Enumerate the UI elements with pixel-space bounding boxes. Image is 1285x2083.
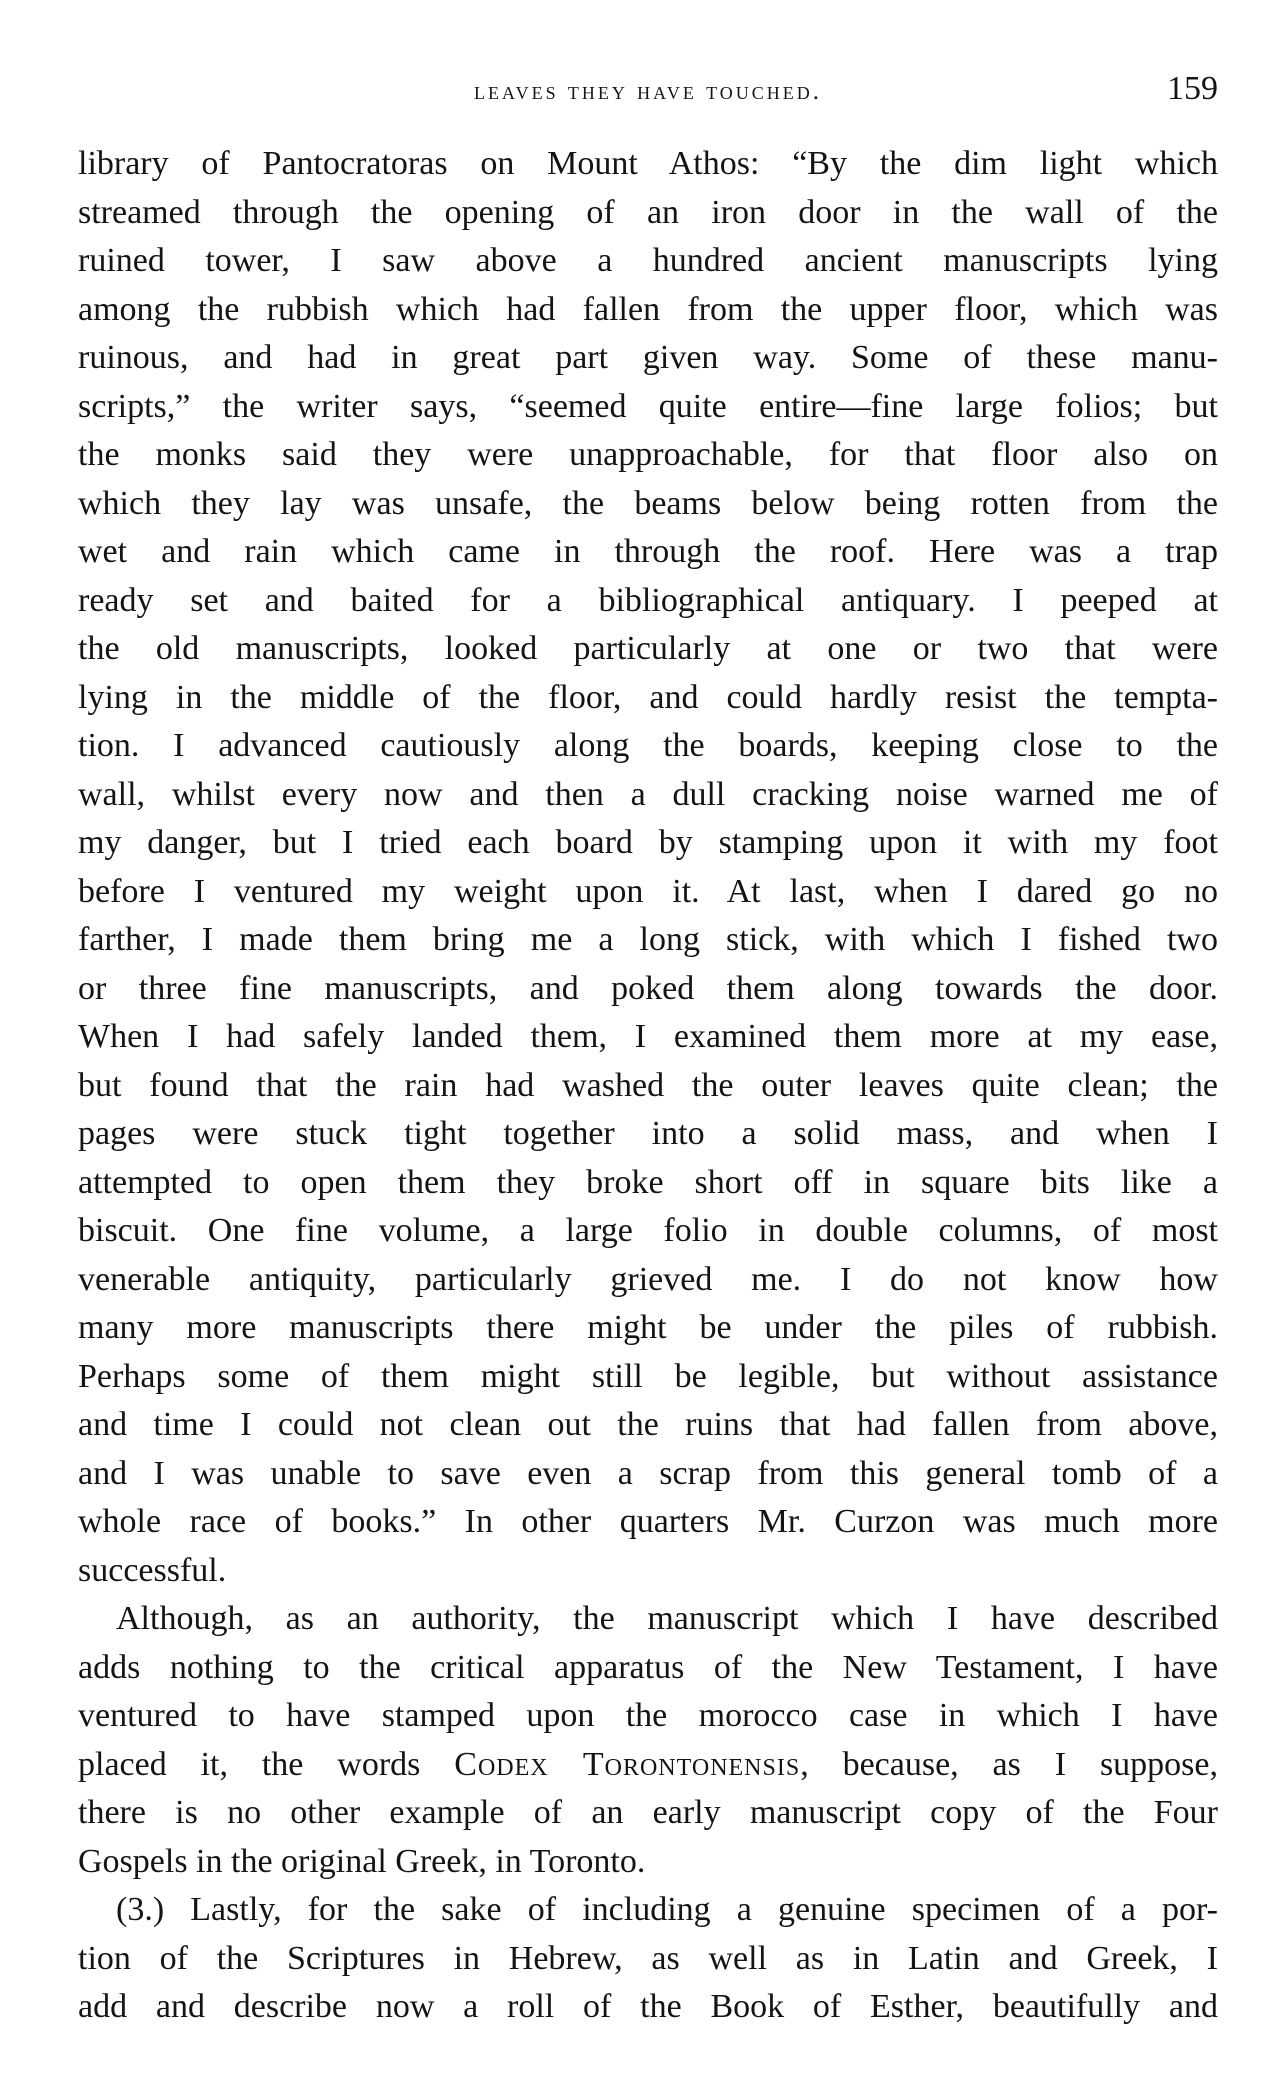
text-line: library of Pantocratoras on Mount Athos: “By the dim light which xyxy=(78,145,1218,182)
codex-title-smallcaps: Codex Torontonensis xyxy=(454,1745,801,1783)
text-line: When I had safely landed them, I examined them more at my ease, xyxy=(78,1018,1218,1055)
text-line: ruined tower, I saw above a hundred ancient manuscripts lying xyxy=(78,242,1218,279)
text-line: but found that the rain had washed the outer leaves quite clean; the xyxy=(78,1066,1218,1104)
page-number: 159 xyxy=(1167,70,1218,107)
text-line: whole race of books.” In other quarters Mr. Curzon was much more xyxy=(78,1503,1218,1540)
text-line: streamed through the opening of an iron door in the wall of the xyxy=(78,193,1218,231)
text-line: the monks said they were unapproachable, for that floor also on xyxy=(78,436,1218,473)
text-line: scripts,” the writer says, “seemed quite entire—fine large folios; but xyxy=(78,387,1218,425)
text-line: pages were stuck tight together into a solid mass, and when I xyxy=(78,1115,1218,1152)
text-line: ventured to have stamped upon the morocco case in which I have xyxy=(78,1697,1218,1734)
text-line: add and describe now a roll of the Book of Esther, beautifully and xyxy=(78,1988,1218,2025)
text-line: lying in the middle of the floor, and could hardly resist the tempta- xyxy=(78,678,1218,716)
text-line: wet and rain which came in through the roof. Here was a trap xyxy=(78,533,1218,570)
paragraph-end-line: Gospels in the original Greek, in Toronto. xyxy=(78,1842,646,1880)
body-text xyxy=(78,140,1218,2032)
text-fragment: , because, as I suppose, xyxy=(800,1745,1218,1783)
text-line: farther, I made them bring me a long stick, with which I fished two xyxy=(78,921,1218,958)
text-line: my danger, but I tried each board by stamping upon it with my foot xyxy=(78,824,1218,861)
text-line: there is no other example of an early manuscript copy of the Four xyxy=(78,1794,1218,1831)
paragraph-end-line: successful. xyxy=(78,1551,227,1589)
text-line: and I was unable to save even a scrap from this general tomb of a xyxy=(78,1454,1218,1492)
paragraph-start-line: Although, as an authority, the manuscript which I have described xyxy=(116,1600,1218,1637)
running-title: leaves they have touched. xyxy=(473,78,822,105)
paragraph-start-line: (3.) Lastly, for the sake of including a genuine specimen of a por- xyxy=(116,1891,1218,1928)
text-line: or three fine manuscripts, and poked them along towards the door. xyxy=(78,969,1218,1007)
text-line-with-smallcaps xyxy=(78,1741,1218,1790)
text-line: wall, whilst every now and then a dull cracking noise warned me of xyxy=(78,775,1218,813)
text-line: before I ventured my weight upon it. At last, when I dared go no xyxy=(78,872,1218,910)
text-line: many more manuscripts there might be under the piles of rubbish. xyxy=(78,1309,1218,1346)
text-fragment: placed it, the words xyxy=(78,1745,455,1783)
text-line: tion. I advanced cautiously along the boards, keeping close to the xyxy=(78,727,1218,764)
text-line: venerable antiquity, particularly grieved me. I do not know how xyxy=(78,1260,1218,1298)
text-line: Perhaps some of them might still be legible, but without assistance xyxy=(78,1357,1218,1395)
text-line: and time I could not clean out the ruins that had fallen from above, xyxy=(78,1406,1218,1443)
text-line: tion of the Scriptures in Hebrew, as well as in Latin and Greek, I xyxy=(78,1939,1218,1977)
text-line: the old manuscripts, looked particularly at one or two that were xyxy=(78,630,1218,667)
text-line: adds nothing to the critical apparatus of the New Testament, I have xyxy=(78,1648,1218,1686)
text-line: among the rubbish which had fallen from the upper floor, which was xyxy=(78,290,1218,328)
text-line: ruinous, and had in great part given way. Some of these manu- xyxy=(78,339,1218,376)
text-line: biscuit. One fine volume, a large folio in double columns, of most xyxy=(78,1212,1218,1249)
text-line: attempted to open them they broke short off in square bits like a xyxy=(78,1163,1218,1201)
text-line: ready set and baited for a bibliographical antiquary. I peeped at xyxy=(78,581,1218,619)
running-head xyxy=(78,70,1218,114)
text-line: which they lay was unsafe, the beams below being rotten from the xyxy=(78,484,1218,522)
